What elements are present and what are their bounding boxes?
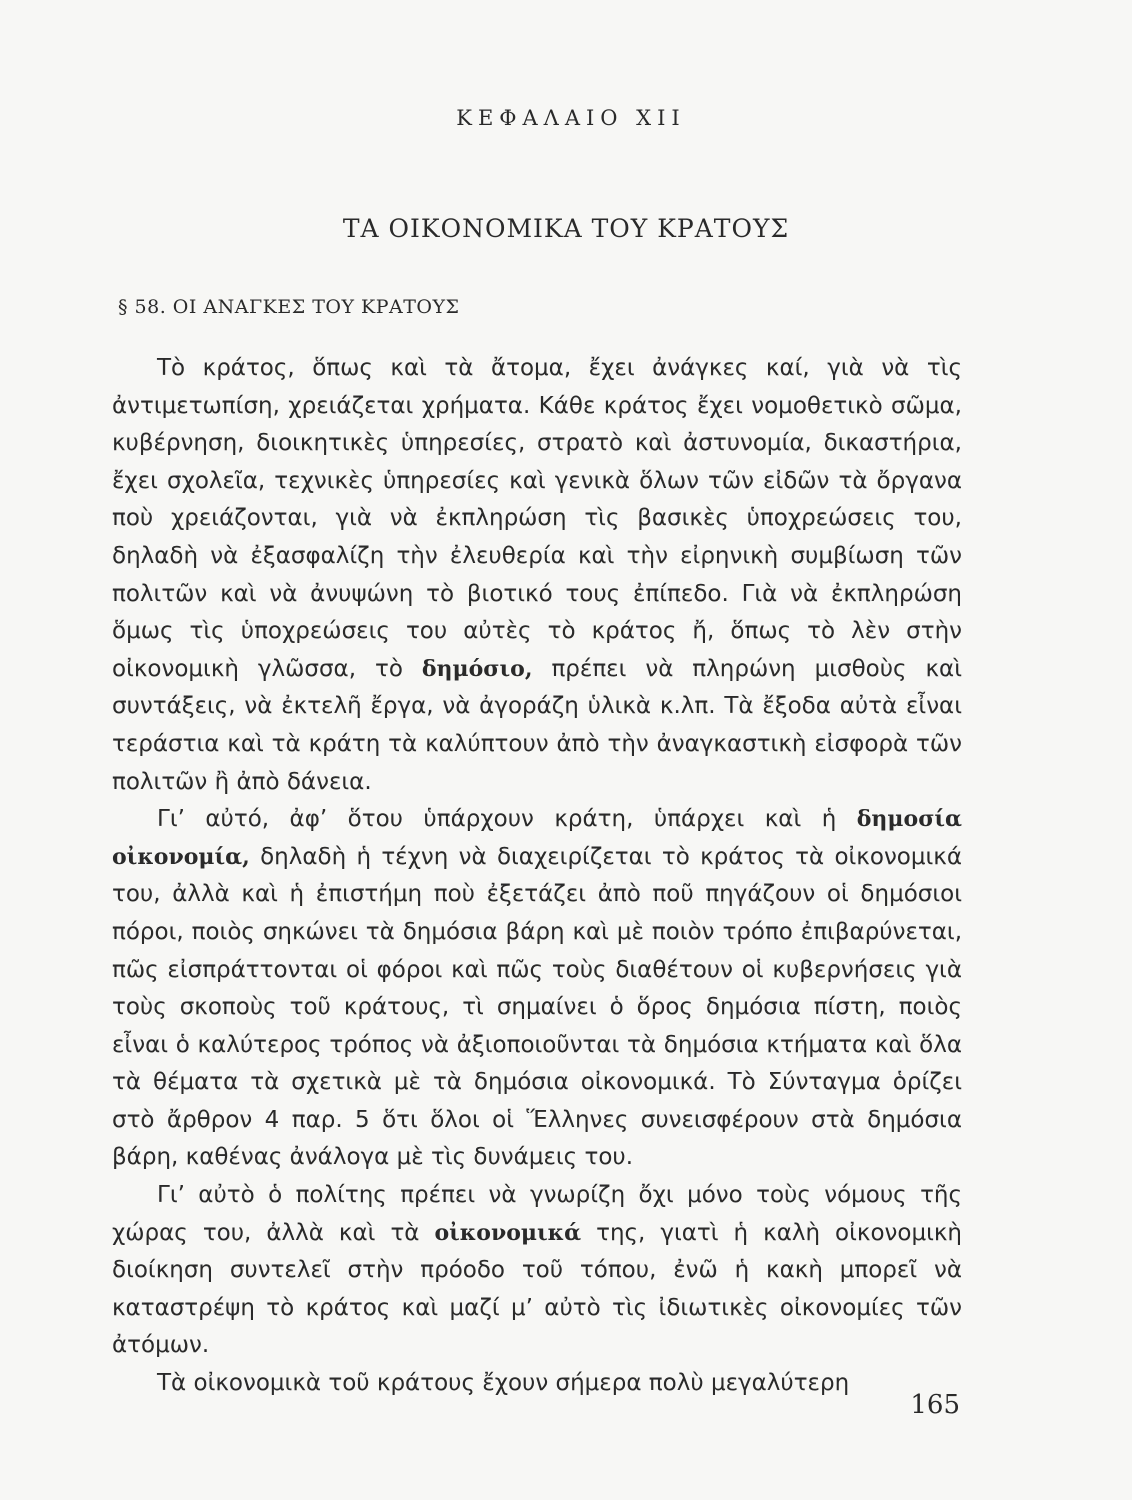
paragraph-3-text-c: της, γιατὶ ἡ καλὴ οἰκονομικὴ διοίκηση συντελεῖ στὴν πρόοδο τοῦ τόπου, ἐνῶ ἡ κακὴ μπορεῖ νὰ καταστρέψη τὸ κράτος καὶ μαζί μ’ αὐτὸ τὶς ἰδιωτικὲς οἰκονομίες τῶν ἀτόμων. (112, 1219, 963, 1359)
paragraph-1 (112, 350, 962, 801)
paragraph-2-text-c: δηλαδὴ ἡ τέχνη νὰ διαχειρίζεται τὸ κράτος τὰ οἰκονομικά του, ἀλλὰ καὶ ἡ ἐπιστήμη ποὺ ἐξετάζει ἀπὸ ποῦ πηγάζουν οἱ δημόσιοι πόροι, ποιὸς σηκώνει τὰ δημόσια βάρη καὶ μὲ ποιὸν τρόπο ἐπιβαρύνεται, πῶς εἰσπράττονται οἱ φόροι καὶ πῶς τοὺς διαθέτουν οἱ κυβερνήσεις γιὰ τοὺς σκοποὺς τοῦ κράτους, τὶ σημαίνει ὁ ὅρος δημόσια πίστη, ποιὸς εἶναι ὁ καλύτερος τρόπος νὰ ἀξιοποιοῦνται τὰ δημόσια κτήματα καὶ ὅλα τὰ θέματα τὰ σχετικὰ μὲ τὰ δημόσια οἰκονομικά. Τὸ Σύνταγμα ὁρίζει στὸ ἄρθρον 4 παρ. 5 ὅτι ὅλοι οἱ Ἕλληνες συνεισφέρουν στὰ δημόσια βάρη, καθένας ἀνάλογα μὲ τὶς δυνάμεις του. (112, 843, 962, 1171)
paragraph-2-bold-term: δημοσία οἰκονομία, (112, 806, 962, 870)
paragraph-3-text-a: Γι’ αὐτὸ ὁ πολίτης πρέπει νὰ γνωρίζη ὄχι μόνο τοὺς νόμους τῆς χώρας του, ἀλλὰ καὶ τὰ (112, 1182, 962, 1246)
paragraph-2-text-a: Γι’ αὐτό, ἀφ’ ὅτου ὑπάρχουν κράτη, ὑπάρχει καὶ ἡ (157, 806, 857, 833)
paragraph-3-bold-term: οἰκονομικά (434, 1219, 582, 1246)
page-number: 165 (910, 1390, 960, 1420)
body-text (112, 350, 962, 1403)
paragraph-1-bold-term: δημόσιο, (421, 655, 533, 682)
paragraph-1-text-a: Τὸ κράτος, ὅπως καὶ τὰ ἄτομα, ἔχει ἀνάγκες καί, γιὰ νὰ τὶς ἀντιμετωπίση, χρειάζεται χρήματα. Κάθε κράτος ἔχει νομοθετικὸ σῶμα, κυβέρνηση, διοικητικὲς ὑπηρεσίες, στρατὸ καὶ ἀστυνομία, δικαστήρια, ἔχει σχολεῖα, τεχνικὲς ὑπηρεσίες καὶ γενικὰ ὅλων τῶν εἰδῶν τὰ ὄργανα ποὺ χρειάζονται, γιὰ νὰ ἐκπληρώση τὶς βασικὲς ὑποχρεώσεις του, δηλαδὴ νὰ ἐξασφαλίζη τὴν ἐλευθερία καὶ τὴν εἰρηνικὴ συμβίωση τῶν πολιτῶν καὶ νὰ ἀνυψώνη τὸ βιοτικό τους ἐπίπεδο. Γιὰ νὰ ἐκπληρώση ὅμως τὶς ὑποχρεώσεις του αὐτὲς τὸ κράτος ἤ, ὅπως τὸ λὲν στὴν οἰκονομικὴ γλῶσσα, τὸ (112, 355, 962, 682)
paragraph-4-text-a: Τὰ οἰκονομικὰ τοῦ κράτους ἔχουν σήμερα πολὺ μεγαλύτερη (157, 1370, 850, 1397)
paragraph-1-text-c: πρέπει νὰ πληρώνη μισθοὺς καὶ συντάξεις, νὰ ἐκτελῆ ἔργα, νὰ ἀγοράζη ὑλικὰ κ.λπ. Τὰ ἔξοδα αὐτὰ εἶναι τεράστια καὶ τὰ κράτη τὰ καλύπτουν ἀπὸ τὴν ἀναγκαστικὴ εἰσφορὰ τῶν πολιτῶν ἢ ἀπὸ δάνεια. (112, 655, 962, 795)
paragraph-4 (112, 1365, 962, 1403)
section-title: § 58. ΟΙ ΑΝΑΓΚΕΣ ΤΟΥ ΚΡΑΤΟΥΣ (118, 296, 460, 318)
paragraph-2 (112, 801, 962, 1177)
paragraph-3 (112, 1177, 962, 1365)
chapter-title: ΤΑ ΟΙΚΟΝΟΜΙΚΑ ΤΟΥ ΚΡΑΤΟΥΣ (342, 214, 790, 243)
chapter-label: ΚΕΦΑΛΑΙΟ XII (456, 106, 686, 130)
